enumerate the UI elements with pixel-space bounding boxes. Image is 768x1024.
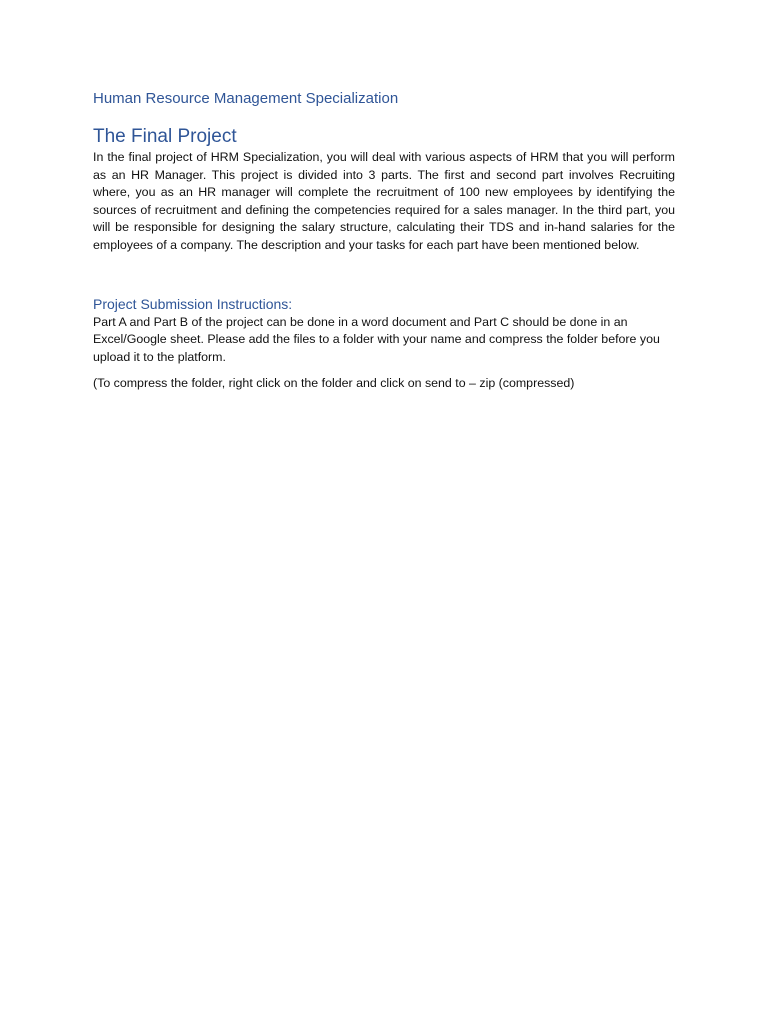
document-page bbox=[93, 88, 675, 393]
intro-paragraph: In the final project of HRM Specialization, you will deal with various aspects of HRM that you will perform as an HR Manager. This project is divided into 3 parts. The first and second part involves Recruiting where, you as an HR manager will complete the recruitment of 100 new employees by identifying the sources of recruitment and defining the competencies required for a sales manager. In the third part, you will be responsible for designing the salary structure, calculating their TDS and in-hand salaries for the employees of a company. The description and your tasks for each part have been mentioned below. bbox=[93, 150, 675, 252]
document-title: The Final Project bbox=[93, 126, 237, 147]
compress-note: (To compress the folder, right click on the folder and click on send to – zip (compressed) bbox=[93, 376, 575, 391]
submission-paragraph: Part A and Part B of the project can be done in a word document and Part C should be done in an Excel/Google sheet. Please add the files to a folder with your name and compress the folder before you upload it to the platform. bbox=[93, 314, 660, 364]
submission-heading: Project Submission Instructions: bbox=[93, 295, 293, 312]
document-subtitle: Human Resource Management Specialization bbox=[93, 90, 399, 107]
